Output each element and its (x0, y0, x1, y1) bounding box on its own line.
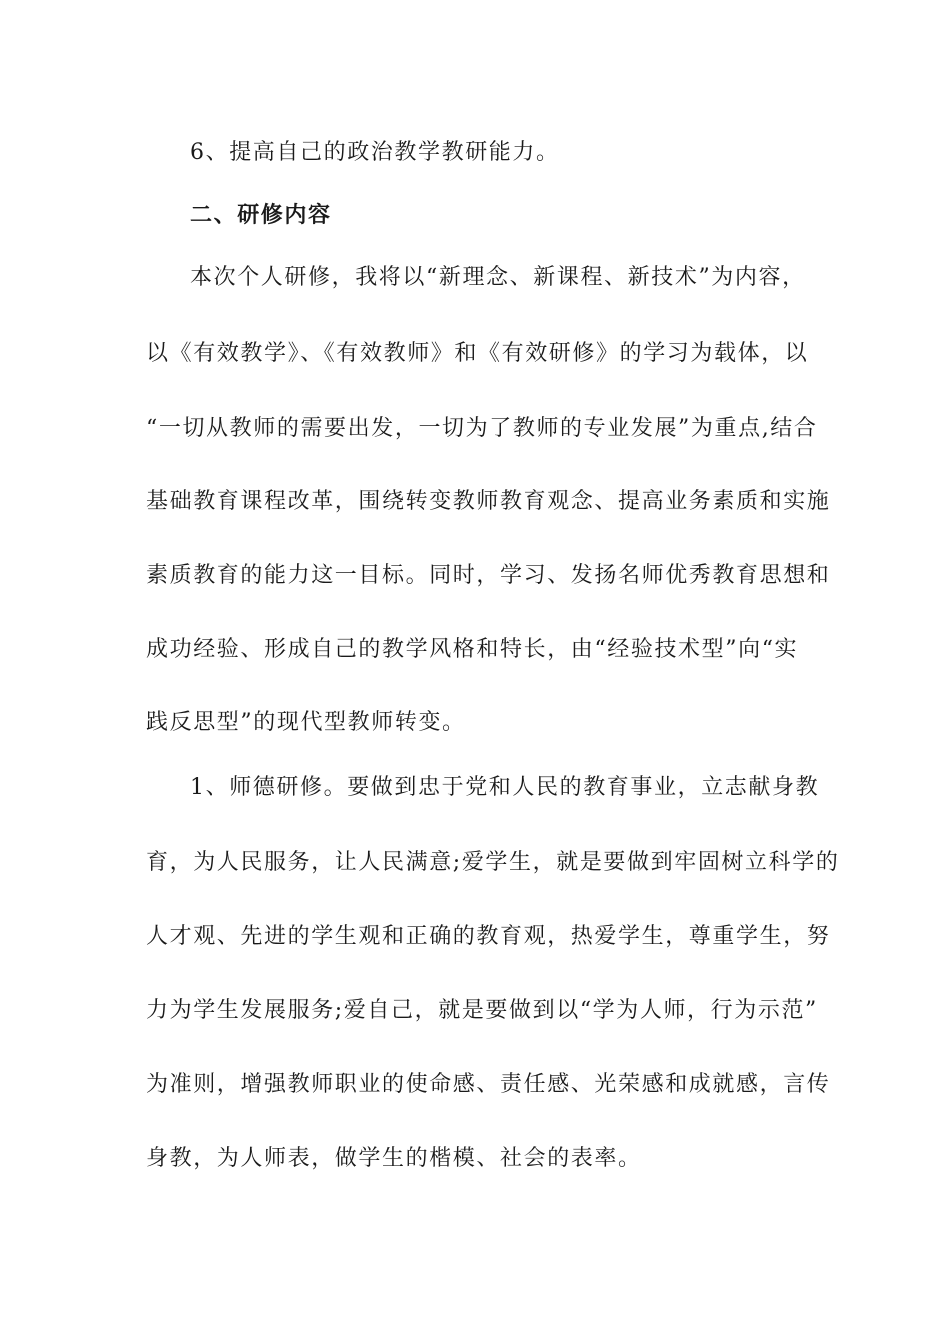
paragraph-line: 育，为人民服务，让人民满意;爱学生，就是要做到牢固树立科学的 (146, 850, 840, 875)
paragraph-line: 践反思型”的现代型教师转变。 (146, 710, 466, 735)
list-item-6: 6、提高自己的政治教学教研能力。 (190, 140, 560, 165)
paragraph-line: 素质教育的能力这一目标。同时，学习、发扬名师优秀教育思想和 (146, 563, 831, 588)
paragraph-line: 成功经验、形成自己的教学风格和特长，由“经验技术型”向“实 (146, 637, 799, 662)
paragraph-line: 1、师德研修。要做到忠于党和人民的教育事业，立志献身教 (190, 775, 820, 800)
paragraph-line: 为准则，增强教师职业的使命感、责任感、光荣感和成就感，言传 (146, 1072, 831, 1097)
paragraph-line: 以《有效教学》、《有效教师》和《有效研修》的学习为载体，以 (146, 341, 809, 366)
paragraph-line: 基础教育课程改革，围绕转变教师教育观念、提高业务素质和实施 (146, 489, 831, 514)
paragraph-line: “一切从教师的需要出发，一切为了教师的专业发展”为重点,结合 (146, 416, 818, 441)
paragraph-line: 力为学生发展服务;爱自己，就是要做到以“学为人师，行为示范” (146, 998, 818, 1023)
paragraph-line: 本次个人研修，我将以“新理念、新课程、新技术”为内容， (190, 265, 806, 290)
paragraph-line: 人才观、先进的学生观和正确的教育观，热爱学生，尊重学生，努 (146, 924, 831, 949)
paragraph-line: 身教，为人师表，做学生的楷模、社会的表率。 (146, 1146, 642, 1171)
section-heading: 二、研修内容 (190, 202, 332, 228)
